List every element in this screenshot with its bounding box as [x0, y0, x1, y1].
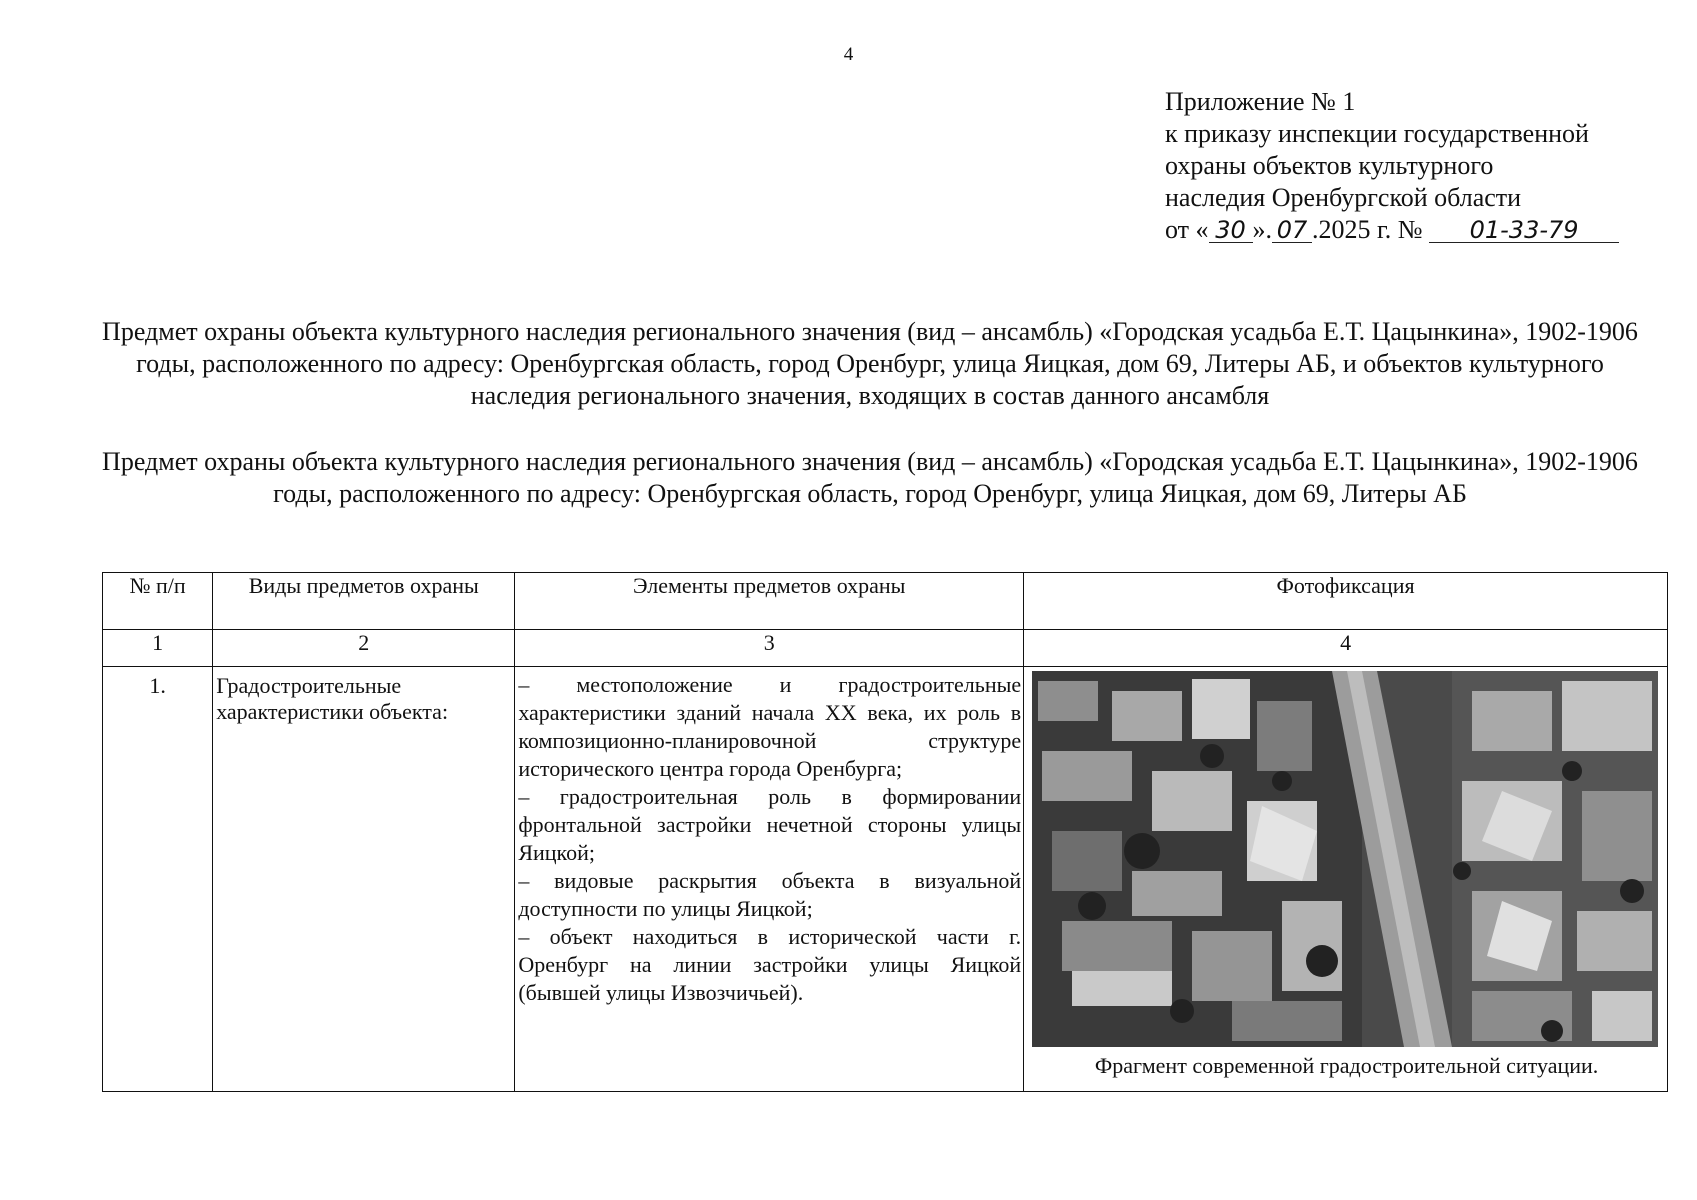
appendix-line-2: к приказу инспекции государственной — [1165, 119, 1589, 148]
table-row — [103, 667, 1668, 1092]
aerial-photo — [1032, 671, 1658, 1047]
row-elements — [515, 667, 1024, 1092]
index-1: 1 — [103, 630, 213, 667]
element-item: – градостроительная роль в формировании фронтальной застройки нечетной стороны улицы Яицкой; — [518, 784, 1022, 865]
index-3: 3 — [515, 630, 1024, 667]
appendix-line-1: Приложение № 1 — [1165, 87, 1356, 116]
element-item: – видовые раскрытия объекта в визуальной доступности по улицы Яицкой; — [518, 868, 1022, 921]
document-heading-2: Предмет охраны объекта культурного наследия регионального значения (вид – ансамбль) «Городская усадьба Е.Т. Цацынкина», 1902-1906 годы, расположенного по адресу: Оренбургская область, город Оренбург, улица Яицкая, дом 69, Литеры АБ — [102, 447, 1638, 508]
handwritten-month: 07 — [1272, 218, 1312, 243]
handwritten-day: 30 — [1209, 218, 1253, 243]
handwritten-order-number: 01-33-79 — [1429, 218, 1619, 243]
appendix-line-4: наследия Оренбургской области — [1165, 183, 1522, 212]
row-kind: Градостроительные характеристики объекта: — [213, 667, 515, 1092]
header-elements: Элементы предметов охраны — [515, 573, 1024, 630]
header-photo: Фотофиксация — [1024, 573, 1668, 630]
table-index-row — [103, 630, 1668, 667]
row-photo — [1024, 667, 1668, 1092]
order-date-line — [1165, 214, 1645, 246]
date-prefix: от « — [1165, 215, 1209, 244]
date-mid: ». — [1252, 215, 1273, 244]
appendix-block — [1165, 86, 1645, 246]
document-heading-1: Предмет охраны объекта культурного наследия регионального значения (вид – ансамбль) «Городская усадьба Е.Т. Цацынкина», 1902-1906 годы, расположенного по адресу: Оренбургская область, город Оренбург, улица Яицкая, дом 69, Литеры АБ, и объектов культурного наследия регионального значения, входящих в состав данного ансамбля — [102, 317, 1638, 410]
element-item: – объект находиться в исторической части г. Оренбург на линии застройки улицы Яицкой (бывшей улицы Извозчичьей). — [518, 924, 1022, 1005]
date-year: .2025 г. № — [1312, 215, 1430, 244]
header-kinds: Виды предметов охраны — [213, 573, 515, 630]
row-number: 1. — [103, 667, 213, 1092]
index-2: 2 — [213, 630, 515, 667]
page-number: 4 — [843, 44, 854, 65]
element-item: – местоположение и градостроительные характеристики зданий начала XX века, их роль в композиционно-планировочной структуре исторического центра города Оренбурга; — [518, 672, 1022, 781]
photo-caption: Фрагмент современной градостроительной ситуации. — [1094, 1053, 1599, 1078]
appendix-line-3: охраны объектов культурного — [1165, 151, 1494, 180]
table-header-row — [103, 573, 1668, 630]
header-num: № п/п — [103, 573, 213, 630]
index-4: 4 — [1024, 630, 1668, 667]
protection-table — [102, 572, 1668, 1092]
